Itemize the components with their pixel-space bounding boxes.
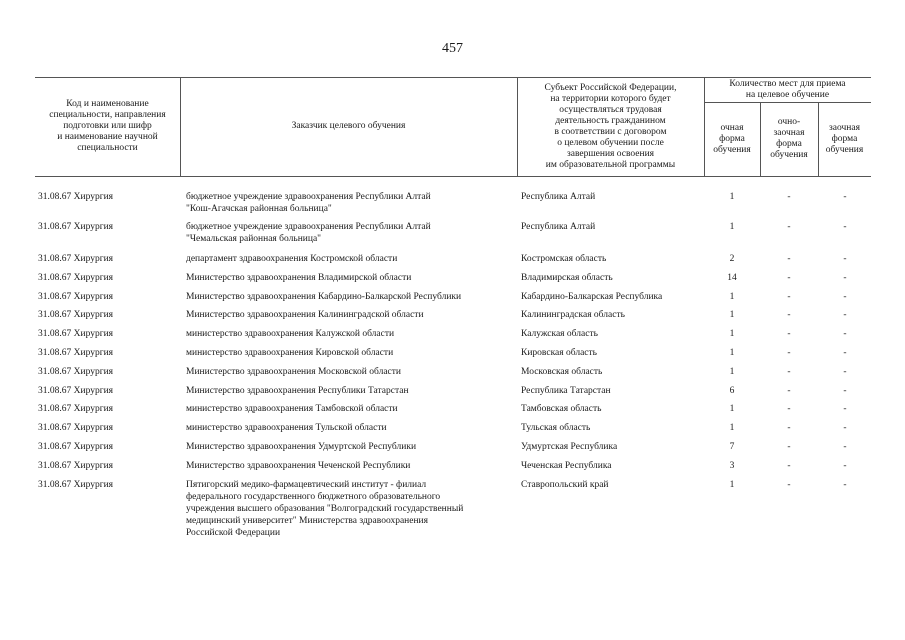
cell-correspondence: - <box>843 310 847 320</box>
cell-correspondence: - <box>843 254 847 264</box>
header-places-group: Количество мест для приема на целевое обучение <box>729 78 846 100</box>
cell-correspondence: - <box>843 423 847 433</box>
cell-subject: Республика Алтай <box>521 192 596 202</box>
cell-specialty: 31.08.67 Хирургия <box>38 254 114 264</box>
cell-specialty: 31.08.67 Хирургия <box>38 329 114 339</box>
cell-part-time: - <box>787 292 791 302</box>
cell-correspondence: - <box>843 348 847 358</box>
cell-part-time: - <box>787 254 791 264</box>
cell-correspondence: - <box>843 367 847 377</box>
cell-correspondence: - <box>843 292 847 302</box>
header-part-time: очно- заочная форма обучения <box>770 117 808 160</box>
header-specialty: Код и наименование специальности, направления подготовки или шифр и наименование научной специальности <box>49 99 166 153</box>
cell-part-time: - <box>787 367 791 377</box>
cell-subject: Калужская область <box>521 329 598 339</box>
cell-specialty: 31.08.67 Хирургия <box>38 273 114 283</box>
cell-specialty: 31.08.67 Хирургия <box>38 310 114 320</box>
cell-correspondence: - <box>843 273 847 283</box>
cell-full-time: 1 <box>729 222 735 232</box>
cell-specialty: 31.08.67 Хирургия <box>38 192 114 202</box>
cell-correspondence: - <box>843 442 847 452</box>
cell-part-time: - <box>787 222 791 232</box>
cell-subject: Калининградская область <box>521 310 625 320</box>
header-subject: Субъект Российской Федерации, на территории которого будет осуществляться трудовая деятельность гражданином в соответствии с договором о целевом обучении после завершения освоения им образовательной программы <box>544 82 677 170</box>
cell-correspondence: - <box>843 480 847 490</box>
cell-part-time: - <box>787 423 791 433</box>
cell-full-time: 6 <box>729 386 735 396</box>
cell-specialty: 31.08.67 Хирургия <box>38 292 114 302</box>
cell-full-time: 1 <box>729 329 735 339</box>
cell-subject: Республика Алтай <box>521 222 596 232</box>
cell-correspondence: - <box>843 386 847 396</box>
cell-full-time: 1 <box>729 367 735 377</box>
cell-full-time: 14 <box>727 273 737 283</box>
cell-specialty: 31.08.67 Хирургия <box>38 423 114 433</box>
cell-full-time: 2 <box>729 254 735 264</box>
cell-full-time: 1 <box>729 348 735 358</box>
cell-part-time: - <box>787 404 791 414</box>
cell-part-time: - <box>787 329 791 339</box>
cell-subject: Московская область <box>521 367 603 377</box>
cell-full-time: 3 <box>729 461 735 471</box>
cell-customer: Министерство здравоохранения Калининградской области <box>186 310 424 320</box>
cell-specialty: 31.08.67 Хирургия <box>38 480 114 490</box>
cell-subject: Кировская область <box>521 348 598 358</box>
cell-correspondence: - <box>843 329 847 339</box>
cell-customer: Министерство здравоохранения Владимирской области <box>186 273 412 283</box>
cell-full-time: 7 <box>729 442 735 452</box>
page-number: 457 <box>442 41 463 56</box>
cell-subject: Костромская область <box>521 254 607 264</box>
cell-full-time: 1 <box>729 404 735 414</box>
header-full-time: очная форма обучения <box>713 122 751 155</box>
cell-subject: Удмуртская Республика <box>521 442 618 452</box>
cell-full-time: 1 <box>729 480 735 490</box>
cell-customer: Министерство здравоохранения Московской области <box>186 367 401 377</box>
cell-full-time: 1 <box>729 310 735 320</box>
cell-specialty: 31.08.67 Хирургия <box>38 461 114 471</box>
cell-subject: Чеченская Республика <box>521 461 612 471</box>
cell-customer: министерство здравоохранения Кировской области <box>186 348 394 358</box>
cell-specialty: 31.08.67 Хирургия <box>38 442 114 452</box>
cell-customer: Министерство здравоохранения Чеченской Республики <box>186 461 411 471</box>
header-customer: Заказчик целевого обучения <box>291 121 406 131</box>
cell-subject: Тульская область <box>521 423 591 433</box>
cell-part-time: - <box>787 348 791 358</box>
cell-correspondence: - <box>843 404 847 414</box>
cell-correspondence: - <box>843 461 847 471</box>
cell-customer: Министерство здравоохранения Республики Татарстан <box>186 386 409 396</box>
cell-customer: министерство здравоохранения Тамбовской области <box>186 404 398 414</box>
cell-subject: Владимирская область <box>521 273 613 283</box>
cell-subject: Республика Татарстан <box>521 386 611 396</box>
cell-specialty: 31.08.67 Хирургия <box>38 386 114 396</box>
cell-specialty: 31.08.67 Хирургия <box>38 348 114 358</box>
cell-part-time: - <box>787 310 791 320</box>
cell-customer: бюджетное учреждение здравоохранения Республики Алтай "Кош-Агачская районная больница" <box>186 192 431 214</box>
cell-correspondence: - <box>843 222 847 232</box>
cell-correspondence: - <box>843 192 847 202</box>
cell-customer: министерство здравоохранения Калужской области <box>186 329 395 339</box>
header-bottom-rule <box>35 176 871 177</box>
cell-customer: министерство здравоохранения Тульской области <box>186 423 387 433</box>
cell-subject: Ставропольский край <box>521 480 609 490</box>
cell-part-time: - <box>787 442 791 452</box>
cell-customer: Пятигорский медико-фармацевтический институт - филиал федерального государственного бюджетного образовательного учреждения высшего образования "Волгоградский государственный медицинский университет" Министерства здравоохранения Российской Федерации <box>186 480 464 538</box>
cell-subject: Тамбовская область <box>521 404 602 414</box>
cell-full-time: 1 <box>729 192 735 202</box>
cell-customer: Министерство здравоохранения Удмуртской Республики <box>186 442 417 452</box>
cell-part-time: - <box>787 480 791 490</box>
cell-customer: Министерство здравоохранения Кабардино-Балкарской Республики <box>186 292 462 302</box>
cell-specialty: 31.08.67 Хирургия <box>38 404 114 414</box>
cell-full-time: 1 <box>729 423 735 433</box>
cell-subject: Кабардино-Балкарская Республика <box>521 292 663 302</box>
cell-part-time: - <box>787 461 791 471</box>
cell-part-time: - <box>787 273 791 283</box>
header-correspondence: заочная форма обучения <box>825 122 864 155</box>
cell-customer: бюджетное учреждение здравоохранения Республики Алтай "Чемальская районная больница" <box>186 222 431 244</box>
cell-part-time: - <box>787 386 791 396</box>
cell-specialty: 31.08.67 Хирургия <box>38 367 114 377</box>
cell-specialty: 31.08.67 Хирургия <box>38 222 114 232</box>
cell-customer: департамент здравоохранения Костромской области <box>186 254 398 264</box>
cell-full-time: 1 <box>729 292 735 302</box>
cell-part-time: - <box>787 192 791 202</box>
